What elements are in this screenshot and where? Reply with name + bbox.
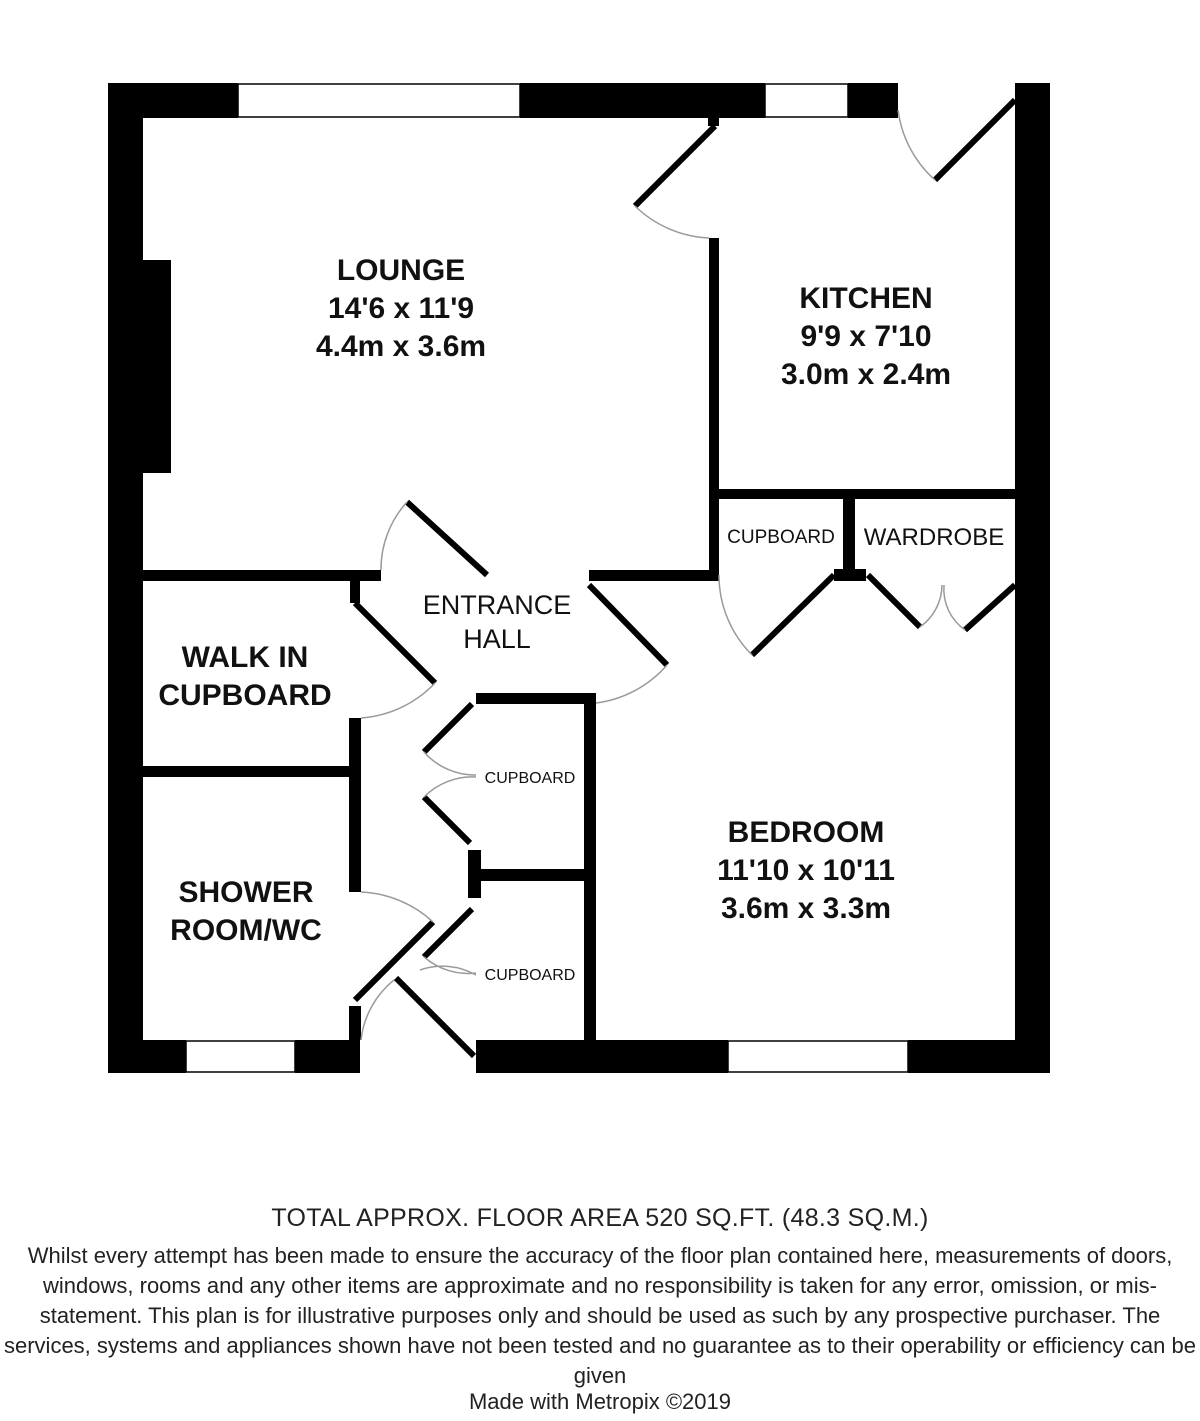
- wall-bottom-mid-left: [295, 1040, 360, 1073]
- door-cupboard-upper-top: [424, 704, 472, 752]
- shower-line1: SHOWER: [178, 876, 314, 909]
- wall-lounge-bottom-left: [143, 570, 381, 581]
- wall-kitchen-bottom: [719, 489, 1015, 499]
- door-cupboard-upper-bottom: [424, 797, 470, 843]
- door-lounge-hall: [407, 502, 487, 575]
- lounge-metric: 4.4m x 3.6m: [315, 330, 487, 363]
- wall-cupboard-top: [476, 693, 596, 704]
- wall-bottom-right: [908, 1040, 1050, 1073]
- wall-walkin-stub-top: [350, 581, 360, 603]
- door-cupboard-kitchen: [752, 575, 834, 655]
- kitchen-metric: 3.0m x 2.4m: [780, 358, 952, 391]
- wall-cupboard-wardrobe-stub: [834, 569, 866, 581]
- walk-in-line1: WALK IN: [181, 641, 309, 674]
- wall-bottom-mid: [476, 1040, 728, 1073]
- door-wardrobe-right: [965, 585, 1015, 630]
- door-bedroom: [589, 585, 667, 665]
- swing-lounge-kitchen: [635, 206, 709, 238]
- bedroom-imperial: 11'10 x 10'11: [717, 854, 895, 887]
- wall-top-right: [848, 83, 898, 118]
- door-kitchen-external: [935, 100, 1015, 180]
- wall-left: [108, 83, 143, 1073]
- entrance-hall-line1: ENTRANCE: [422, 590, 572, 620]
- swing-kitchen-external: [898, 110, 935, 180]
- walk-in-line2: CUPBOARD: [158, 679, 332, 712]
- wall-lounge-bottom-right: [589, 570, 719, 581]
- wall-cupboard-mid-stub: [468, 850, 481, 898]
- swing-wardrobe-left: [920, 585, 942, 627]
- disclaimer-text: Whilst every attempt has been made to ensure the accuracy of the floor plan contained here, measurements of doors, windows, rooms and any other items are approximate and no responsibility is taken for any error, omission, or mis-statement. This plan is for illustrative purposes only and should be used as such by any prospective purchaser. The services, systems and appliances shown have not been tested and no guarantee as to their operability or efficiency can be given: [4, 1243, 1196, 1388]
- kitchen-name: KITCHEN: [799, 282, 933, 315]
- wall-top-mid: [520, 83, 765, 118]
- wall-bottom-left: [108, 1040, 186, 1073]
- chimney-breast: [143, 260, 171, 473]
- wall-right: [1015, 83, 1050, 1073]
- swing-cupboard-upper-bottom: [424, 777, 476, 797]
- door-shower: [355, 922, 433, 1000]
- cupboard-kitchen-label: CUPBOARD: [727, 527, 835, 548]
- cupboard-lower-label: CUPBOARD: [484, 967, 576, 984]
- wall-shower-stub-bottom: [349, 1006, 361, 1040]
- bedroom-name: BEDROOM: [727, 816, 885, 849]
- swing-shower: [361, 892, 433, 922]
- entrance-hall-line2: HALL: [463, 624, 531, 654]
- wall-walkin-right: [349, 718, 361, 892]
- swing-bedroom: [596, 665, 667, 703]
- wardrobe-label: WARDROBE: [863, 524, 1005, 551]
- bedroom-metric: 3.6m x 3.3m: [720, 892, 892, 925]
- lounge-name: LOUNGE: [336, 254, 466, 287]
- door-cupboard-lower-bottom: [396, 978, 474, 1056]
- total-floor-area: TOTAL APPROX. FLOOR AREA 520 SQ.FT. (48.3 SQ.M.): [271, 1204, 929, 1232]
- wall-cupboard-right: [584, 693, 596, 1040]
- swing-cupboard-upper-top: [424, 752, 476, 775]
- swing-wardrobe-right: [944, 585, 965, 630]
- credit-text: Made with Metropix ©2019: [468, 1389, 731, 1414]
- window-kitchen: [765, 84, 848, 117]
- wall-cupboard-mid: [468, 869, 584, 881]
- door-cupboard-lower-top: [424, 909, 472, 957]
- shower-line2: ROOM/WC: [170, 914, 322, 947]
- door-wardrobe-left: [868, 575, 920, 627]
- swing-cupboard-kitchen: [719, 575, 752, 655]
- wall-cupboard-wardrobe: [843, 499, 855, 571]
- lounge-imperial: 14'6 x 11'9: [327, 292, 475, 325]
- window-shower: [186, 1041, 295, 1072]
- window-lounge: [238, 84, 520, 117]
- wall-lounge-kitchen: [709, 238, 719, 580]
- cupboard-upper-label: CUPBOARD: [484, 770, 576, 787]
- swing-lounge-hall: [381, 502, 407, 570]
- swing-walkin: [361, 683, 435, 718]
- window-bedroom: [728, 1041, 908, 1072]
- kitchen-imperial: 9'9 x 7'10: [800, 320, 932, 353]
- door-lounge-kitchen: [635, 126, 715, 206]
- wall-walkin-shower: [143, 766, 355, 777]
